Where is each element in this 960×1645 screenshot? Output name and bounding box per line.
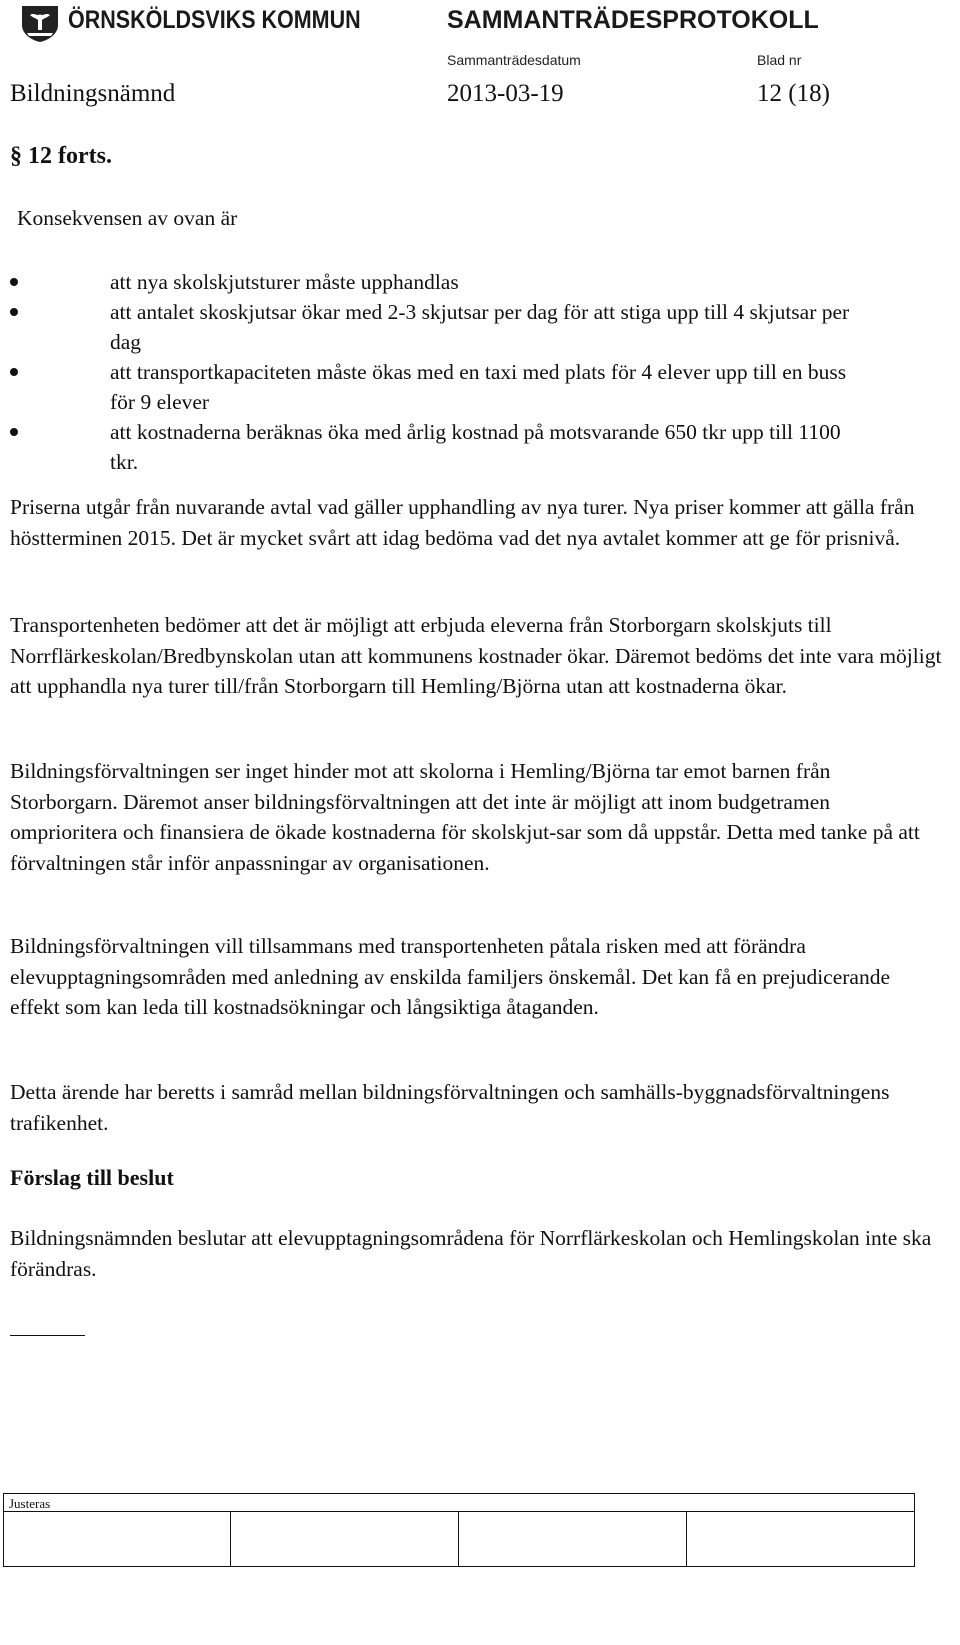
meeting-date-label: Sammanträdesdatum <box>447 52 581 68</box>
bullet-icon <box>10 428 18 436</box>
board-name: Bildningsnämnd <box>10 80 176 107</box>
list-item: att antalet skoskjutsar ökar med 2-3 skjutsar per dag för att stiga upp till 4 skjutsar per dag <box>10 297 850 357</box>
list-item: att kostnaderna beräknas öka med årlig kostnad på motsvarande 650 tkr upp till 1100 tkr. <box>10 417 850 477</box>
intro-text: Konsekvensen av ovan är <box>17 206 238 230</box>
paragraph-transport: Transportenheten bedömer att det är möjligt att erbjuda eleverna från Storborgarn skolskjuts till Norrflärkeskolan/Bredbynskolan utan att kommunens kostnader ökar. Däremot bedöms det inte vara möjligt att upphandla nya turer till/från Storborgarn till Hemling/Björna utan att kostnaderna ökar. <box>10 613 942 698</box>
signature-cell <box>686 1512 687 1567</box>
proposal-text: Bildningsnämnden beslutar att elevupptagningsområdena för Norrflärkeskolan och Hemlingskolan inte ska förändras. <box>10 1226 932 1281</box>
paragraph-administration: Bildningsförvaltningen ser inget hinder mot att skolorna i Hemling/Björna tar emot barnen från Storborgarn. Däremot anser bildningsförvaltningen att det inte är möjligt att inom budgetramen omprioritera och finansiera de ökade kostnaderna för skolskjut-sar som då uppstår. Detta med tanke på att förvaltningen står inför anpassningar av organisationen. <box>10 759 920 875</box>
bullet-icon <box>10 368 18 376</box>
document-type: SAMMANTRÄDESPROTOKOLL <box>447 6 819 34</box>
page-number: 12 (18) <box>757 80 830 107</box>
paragraph-pricing: Priserna utgår från nuvarande avtal vad gäller upphandling av nya turer. Nya priser kommer att gälla från höstterminen 2015. Det är mycket svårt att idag bedöma vad det nya avtalet kommer att ge för prisnivå. <box>10 495 915 550</box>
section-heading: § 12 forts. <box>10 143 112 169</box>
proposal-heading: Förslag till beslut <box>10 1165 174 1190</box>
page-number-label: Blad nr <box>757 52 802 68</box>
signature-cell <box>458 1512 459 1567</box>
list-item: att nya skolskjutsturer måste upphandlas <box>10 267 850 297</box>
justeras-box <box>3 1493 915 1567</box>
bullet-icon <box>10 308 18 316</box>
meeting-date: 2013-03-19 <box>447 80 564 107</box>
paragraph-risk: Bildningsförvaltningen vill tillsammans med transportenheten påtala risken med att förändra elevupptagningsområden med anledning av enskilda familjers önskemål. Det kan få en prejudicerande effekt som kan leda till kostnadsökningar och långsiktiga åtaganden. <box>10 934 890 1019</box>
signature-row <box>4 1511 914 1567</box>
organization-name: ÖRNSKÖLDSVIKS KOMMUN <box>68 6 361 34</box>
bullet-icon <box>10 278 18 286</box>
divider <box>10 1335 85 1336</box>
signature-cell <box>230 1512 231 1567</box>
justeras-label: Justeras <box>9 1496 51 1511</box>
consequence-list <box>10 267 850 477</box>
paragraph-consultation: Detta ärende har beretts i samråd mellan bildningsförvaltningen och samhälls-byggnadsförvaltningens trafikenhet. <box>10 1080 890 1135</box>
list-item: att transportkapaciteten måste ökas med en taxi med plats för 4 elever upp till en buss för 9 elever <box>10 357 850 417</box>
municipality-logo-icon <box>18 3 62 43</box>
